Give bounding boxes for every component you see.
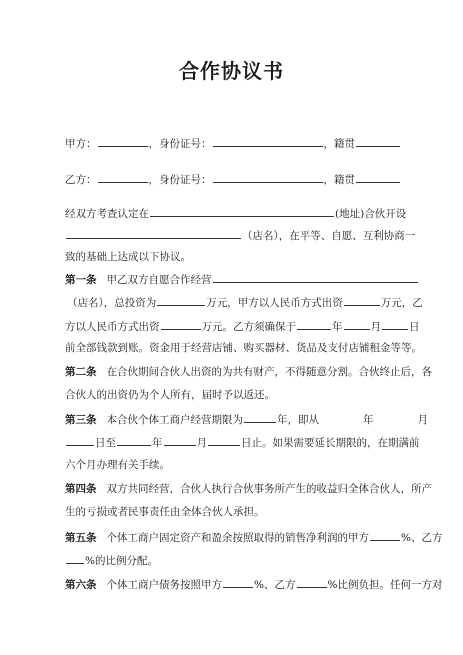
article-text: 个体工商户债务按照甲方	[106, 579, 223, 591]
party-b-origin-label: ，籍贯	[323, 174, 355, 186]
party-a-id-blank	[213, 135, 323, 147]
article-1-line-4: 前全部钱款到账。资金用于经营店铺、购买器材、货品及支付店铺租金等等。	[65, 342, 422, 354]
party-a-label: 甲方：	[65, 138, 97, 150]
article-text: %的比例分配。	[85, 555, 158, 567]
party-b-id-blank	[213, 171, 323, 183]
party-b-line	[65, 171, 401, 187]
article-text: %比例负担。任何一方对	[327, 579, 443, 591]
article-4-heading: 第四条	[65, 483, 97, 495]
article-text: 本合伙个体工商户经营期限为	[106, 414, 244, 426]
article-6-line-1	[65, 576, 442, 592]
article-text: 万元，甲方以人民币方式出资	[206, 297, 343, 309]
article-4-line-1	[65, 482, 432, 496]
party-a-id-label: ，身份证号：	[148, 138, 212, 150]
article-text: 年	[152, 437, 163, 449]
article-4-line-2: 生的亏损或者民事责任由全体合伙人承担。	[65, 506, 265, 518]
article-text: 日止。如果需要延长期限的，在期满前	[241, 437, 420, 449]
article-2-heading: 第二条	[65, 366, 97, 378]
end-month-blank	[164, 434, 196, 446]
shop-name-blank	[213, 271, 418, 283]
intro-text: (地址)合伙开设	[335, 208, 407, 220]
article-text: 方以人民币方式出资	[65, 321, 160, 333]
article-5-line-2	[65, 552, 158, 568]
intro-line-3: 致的基础上达成以下协议。	[65, 251, 191, 263]
start-day-blank	[66, 434, 94, 446]
article-text: 年，即从	[277, 414, 320, 426]
party-a-share-blank	[370, 529, 400, 541]
article-text: 年	[363, 414, 374, 426]
article-text: %、乙方	[254, 579, 296, 591]
intro-text: （店名），在平等、自愿、互利协商一	[242, 230, 416, 242]
article-3-heading: 第三条	[65, 414, 97, 426]
article-3-line-1	[65, 411, 428, 427]
article-3-line-2	[65, 434, 420, 450]
article-1-line-2	[65, 294, 423, 310]
party-a-origin-label: ，籍贯	[323, 138, 355, 150]
article-text: 万元。乙方须确保于	[201, 321, 296, 333]
article-1-line-1	[65, 271, 419, 287]
party-b-origin-blank	[356, 171, 400, 183]
party-b-id-label: ，身份证号：	[148, 174, 212, 186]
party-b-label: 乙方：	[65, 174, 97, 186]
party-a-origin-blank	[356, 135, 400, 147]
article-text: 日至	[95, 437, 116, 449]
article-text: 月	[370, 321, 381, 333]
article-text: 月	[196, 437, 207, 449]
term-years-blank	[244, 411, 276, 423]
shop-name-blank	[66, 227, 241, 239]
article-2-line-2: 合伙人的出资仍为个人所有，届时予以返还。	[65, 389, 275, 401]
article-text: %、乙方	[401, 532, 443, 544]
article-5-heading: 第五条	[65, 532, 97, 544]
article-text: （店名），总投资为	[67, 297, 157, 309]
party-b-name-blank	[98, 171, 148, 183]
party-a-line	[65, 135, 401, 151]
intro-line-1	[65, 205, 406, 221]
article-text: 甲乙双方自愿合作经营	[106, 274, 212, 286]
article-1-heading: 第一条	[65, 274, 97, 286]
article-5-line-1	[65, 529, 443, 545]
document-title: 合作协议书	[179, 59, 284, 83]
article-text: 日	[409, 321, 420, 333]
article-text: 双方共同经营，合伙人执行合伙事务所产生的收益归全体合伙人，所产	[106, 483, 433, 495]
party-a-debt-blank	[223, 576, 253, 588]
intro-text: 经双方考查认定在	[65, 208, 149, 220]
article-text: 月	[417, 414, 429, 426]
total-investment-blank	[157, 294, 205, 306]
article-text: 万元，乙	[380, 297, 423, 309]
article-3-line-3: 六个月办理有关手续。	[65, 459, 170, 471]
address-blank	[150, 205, 334, 217]
end-year-blank	[117, 434, 151, 446]
article-6-heading: 第六条	[65, 579, 97, 591]
party-b-share-blank	[66, 552, 84, 564]
party-a-investment-blank	[344, 294, 380, 306]
year-blank	[297, 318, 331, 330]
party-b-investment-blank	[161, 318, 201, 330]
day-blank	[382, 318, 408, 330]
end-day-blank	[208, 434, 240, 446]
article-text: 在合伙期间合伙人出资的为共有财产，不得随意分割。合伙终止后，各	[106, 366, 433, 378]
article-1-line-3	[65, 318, 420, 334]
article-2-line-1	[65, 365, 432, 379]
article-text: 年	[332, 321, 343, 333]
party-a-name-blank	[98, 135, 148, 147]
intro-line-2	[65, 227, 415, 243]
article-text: 个体工商户固定资产和盈余按照取得的销售净利润的甲方	[106, 532, 370, 544]
party-b-debt-blank	[297, 576, 327, 588]
month-blank	[344, 318, 370, 330]
